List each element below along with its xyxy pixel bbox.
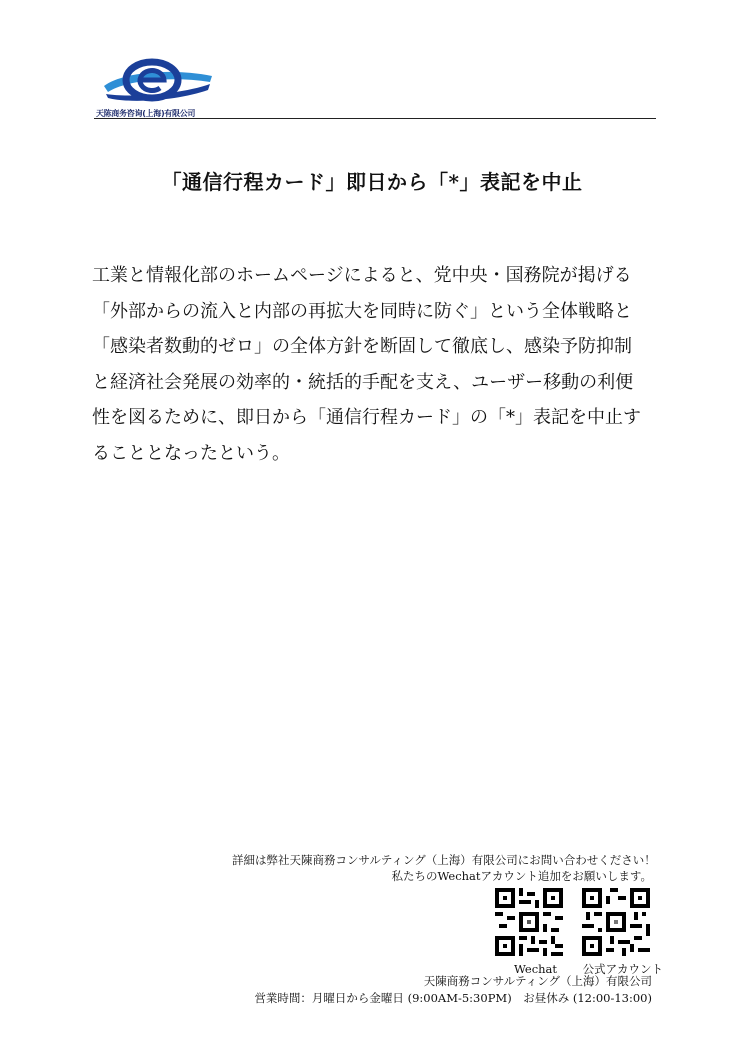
- contact-line: 詳細は弊社天陳商務コンサルティング（上海）有限公司にお問い合わせください！: [232, 853, 656, 867]
- header-divider: [94, 118, 656, 119]
- page-title: 「通信行程カード」即日から「*」表記を中止: [161, 170, 583, 194]
- body-line: と経済社会発展の効率的・統括的手配を支え、ユーザー移動の利便: [92, 371, 634, 393]
- qr-label-wechat: Wechat: [514, 962, 558, 976]
- qr-code-icon: [495, 888, 563, 956]
- body-line: 「感染者数動的ゼロ」の全体方針を断固して徹底し、感染予防抑制: [92, 336, 632, 357]
- body-line: ることとなったという。: [92, 442, 290, 464]
- business-hours: 営業時間：月曜日から金曜日 (9:00AM-5:30PM) お昼休み (12:00-13:00): [254, 991, 652, 1005]
- wechat-qr-code: [495, 888, 563, 956]
- qr-code-icon: [582, 888, 650, 956]
- company-name: 天陳商務コンサルティング（上海）有限公司: [423, 974, 652, 988]
- footer-contact: [232, 852, 656, 884]
- official-account-qr-code: [582, 888, 650, 956]
- company-logo: [96, 58, 220, 120]
- footer-company-info: [192, 973, 652, 1007]
- body-line: 工業と情報化部のホームページによると、党中央・国務院が掲げる: [92, 265, 632, 286]
- qr-label-official: 公式アカウント: [582, 962, 664, 976]
- body-line: 性を図るために、即日から「通信行程カード」の「*」表記を中止す: [92, 407, 641, 428]
- wechat-line: 私たちのWechatアカウント追加をお願いします。: [391, 869, 652, 883]
- body-line: 「外部からの流入と内部の再拡大を同時に防ぐ」という全体戦略と: [92, 300, 632, 322]
- company-logo-icon: [102, 58, 214, 110]
- article-body: [92, 258, 662, 471]
- logo-caption: 天陈商务咨询(上海)有限公司: [96, 109, 196, 118]
